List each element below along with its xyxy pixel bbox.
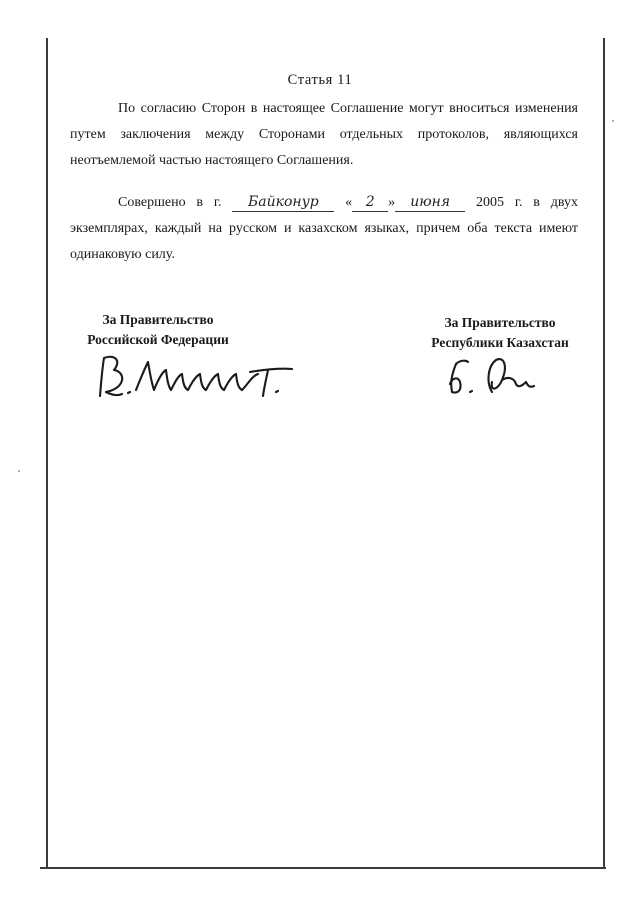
page-border-right: [603, 38, 605, 868]
signatory-russia: [66, 310, 250, 350]
article-title: Статья 11: [287, 72, 353, 88]
quote-open: «: [345, 195, 353, 210]
page-border-bottom: [40, 867, 606, 869]
handwritten-day: 2: [352, 193, 388, 212]
signing-rest: экземплярах, каждый на русском и казахском языках, причем оба текста имеют одинаковую силу.: [70, 221, 578, 262]
scan-speck: [18, 470, 20, 472]
handwritten-month: июня: [395, 193, 465, 212]
signatory-russia-line-2: Российской Федерации: [87, 332, 229, 347]
handwritten-city: Байконур: [232, 193, 334, 212]
signatory-kazakhstan-line-2: Республики Казахстан: [431, 335, 569, 350]
signing-year: 2005 г. в двух: [475, 195, 578, 210]
signature-russia-icon: [92, 352, 302, 400]
signature-kazakhstan-icon: [442, 352, 542, 396]
signing-prefix: Совершено в г.: [118, 195, 222, 210]
quote-close: »: [388, 195, 396, 210]
signatory-kazakhstan-line-1: За Правительство: [444, 315, 556, 330]
signatory-kazakhstan: [412, 313, 588, 353]
page-border-left: [46, 38, 48, 868]
paragraph-signing: [70, 190, 578, 268]
paragraph-amendments: По согласию Сторон в настоящее Соглашение могут вноситься изменения путем заключения между Сторонами отдельных протоколов, являющихся неотъемлемой частью настоящего Соглашения.: [70, 101, 578, 168]
scan-speck: [612, 120, 614, 122]
signatory-russia-line-1: За Правительство: [102, 312, 214, 327]
